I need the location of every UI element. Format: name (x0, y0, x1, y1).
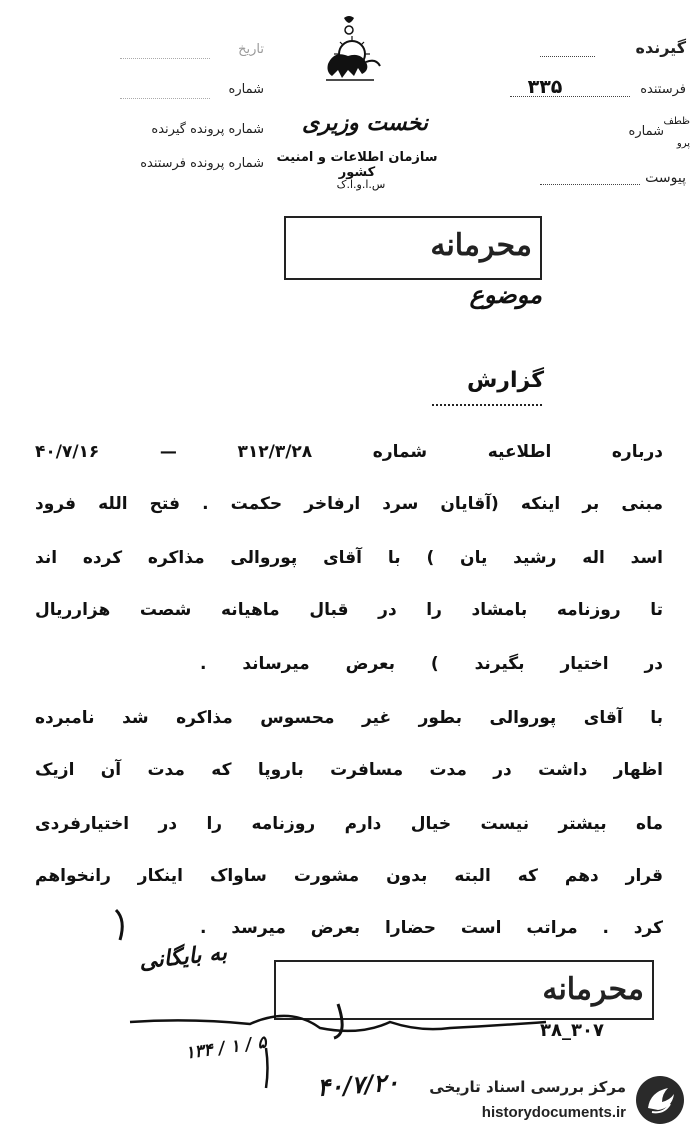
attachment-label: پیوست (645, 170, 686, 186)
signature-scrawl (128, 996, 548, 1040)
report-line-2: مبنی بر اینکه (آقایان سرد ارفاخر حکمت . فتح الله فرود (35, 494, 663, 514)
organization-name: سازمان اطلاعات و امنیت کشور (276, 150, 438, 180)
number-sub-bottom: پرو (676, 138, 690, 149)
report-line-4: تا روزنامه بامشاد را در قبال ماهیانه شصت هزارریال (35, 600, 663, 620)
crest-emblem (314, 14, 384, 86)
sender-number: ۳۳۵ (527, 76, 563, 98)
vertical-signature-stroke (262, 1046, 272, 1090)
ministry-title: نخست وزیری (302, 110, 428, 136)
number-left-dotted-line (120, 98, 210, 99)
receiver-label: گیرنده (635, 38, 686, 57)
receiver-file-label: شماره پرونده گیرنده (151, 122, 264, 137)
number-label: شماره (628, 124, 664, 139)
report-line-8: ماه بیشتر نیست خیال دارم روزنامه را در اختیارفردی (35, 814, 663, 834)
signature-line: ۵ / ۱ / ۱۳۴ (184, 1032, 268, 1064)
file-number: ۳۰۷_۳۸ (540, 1020, 604, 1041)
confidential-stamp (284, 216, 542, 280)
report-line-7: اظهار داشت در مدت مسافرت باروپا که مدت آن ازیک (35, 760, 663, 780)
report-line-6: با آقای پوروالی بطور غیر محسوس مذاکره شد نامبرده (35, 708, 663, 728)
receiver-dotted-line (540, 56, 595, 57)
number-label-left: شماره (228, 82, 264, 97)
handwritten-note: به بایگانی (137, 939, 229, 975)
sender-file-label: شماره پرونده فرستنده (140, 156, 264, 171)
report-line-5: در اختیار بگیرند ) بعرض میرساند . (200, 654, 663, 674)
number-sub-top: ظطف (663, 116, 690, 127)
subject-label: موضوع (469, 280, 542, 309)
report-line-1: درباره اطلاعیه شماره ۳۱۲/۳/۲۸ — ۴۰/۷/۱۶ (35, 442, 663, 462)
date-dotted-line (120, 58, 210, 59)
attachment-dotted-line (540, 184, 640, 185)
lower-stamp-text: محرمانه (542, 972, 644, 1007)
report-line-10: کرد . مراتب است حضارا بعرض میرسد . (200, 918, 663, 938)
confidential-stamp-text: محرمانه (430, 228, 532, 263)
watermark-website: historydocuments.ir (481, 1104, 626, 1121)
handwritten-date: ۴۰/۷/۲۰ (316, 1067, 400, 1102)
title-underline (432, 404, 542, 406)
archive-logo-icon (634, 1074, 686, 1126)
date-label: تاریخ (238, 42, 264, 57)
margin-stroke-mark (110, 908, 136, 942)
report-line-9: قرار دهم که البته بدون مشورت ساواک اینکار رانخواهم (35, 866, 663, 886)
watermark-center-name: مرکز بررسی اسناد تاریخی (429, 1078, 626, 1096)
report-title: گزارش (466, 368, 544, 393)
stamp-edge-mark (284, 216, 310, 280)
sender-label: فرستنده (640, 82, 686, 97)
organization-code: س.ا.و.ا.ک (336, 178, 386, 191)
report-line-3: اسد اله رشید یان ) با آقای پوروالی مذاکره کرده اند (35, 548, 663, 568)
